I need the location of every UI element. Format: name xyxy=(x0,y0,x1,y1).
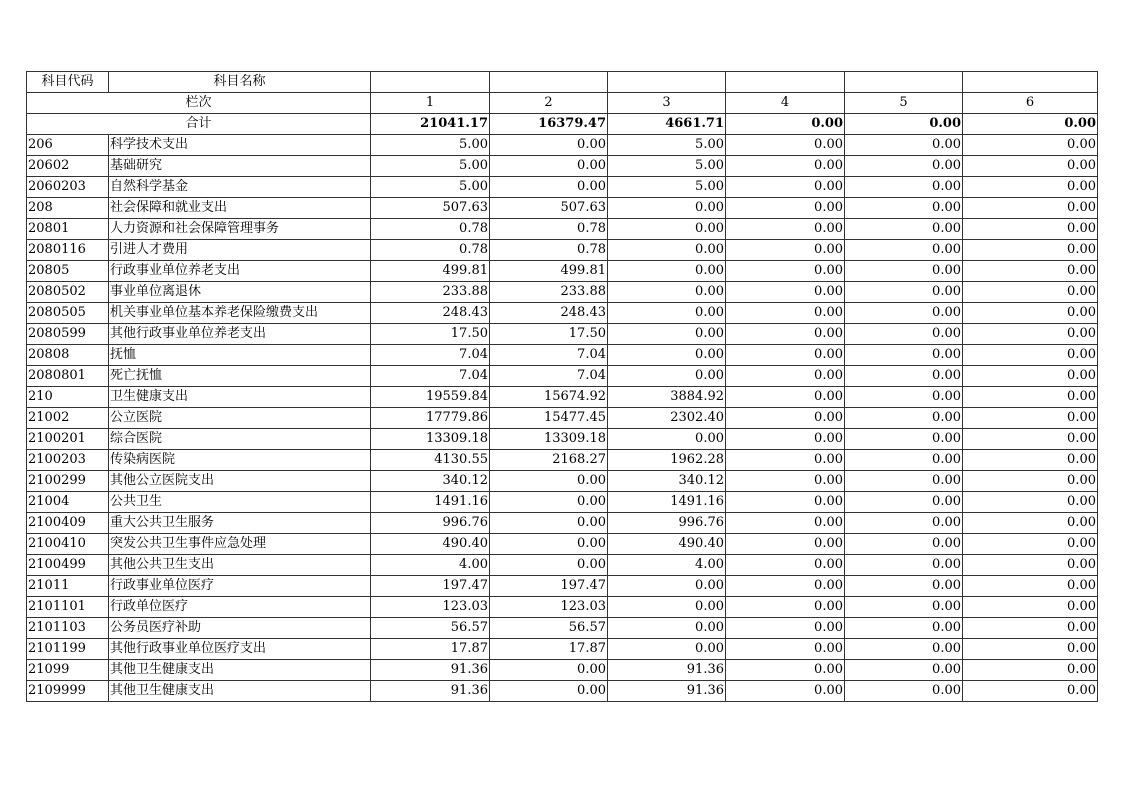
subject-name: 综合医院 xyxy=(109,429,371,450)
table-row xyxy=(27,555,1098,576)
subject-code: 206 xyxy=(27,135,109,156)
amount-cell: 0.00 xyxy=(490,555,608,576)
amount-cell: 996.76 xyxy=(371,513,490,534)
amount-cell: 0.00 xyxy=(845,387,963,408)
amount-cell: 0.00 xyxy=(726,219,845,240)
amount-cell: 5.00 xyxy=(371,156,490,177)
amount-cell: 0.00 xyxy=(490,492,608,513)
amount-cell: 5.00 xyxy=(608,135,726,156)
amount-cell: 17.87 xyxy=(371,639,490,660)
subject-name: 其他公共卫生支出 xyxy=(109,555,371,576)
subject-code: 208 xyxy=(27,198,109,219)
table-row xyxy=(27,156,1098,177)
table-row xyxy=(27,240,1098,261)
amount-cell: 4.00 xyxy=(608,555,726,576)
header-row xyxy=(27,72,1098,93)
amount-cell: 0.00 xyxy=(963,282,1098,303)
amount-cell: 507.63 xyxy=(371,198,490,219)
subject-name: 科学技术支出 xyxy=(109,135,371,156)
amount-cell: 0.00 xyxy=(608,324,726,345)
amount-cell: 0.00 xyxy=(845,555,963,576)
amount-cell: 0.00 xyxy=(845,366,963,387)
amount-cell: 490.40 xyxy=(371,534,490,555)
amount-cell: 17.50 xyxy=(371,324,490,345)
amount-cell: 248.43 xyxy=(371,303,490,324)
subject-code: 21099 xyxy=(27,660,109,681)
total-label: 合计 xyxy=(27,114,371,135)
subject-code: 21002 xyxy=(27,408,109,429)
amount-cell: 4130.55 xyxy=(371,450,490,471)
amount-cell: 0.78 xyxy=(371,240,490,261)
amount-cell: 7.04 xyxy=(371,366,490,387)
subject-code: 20805 xyxy=(27,261,109,282)
subject-code: 2101101 xyxy=(27,597,109,618)
header-blank-cell xyxy=(371,72,490,93)
amount-cell: 0.00 xyxy=(608,345,726,366)
amount-cell: 0.00 xyxy=(490,135,608,156)
amount-cell: 0.00 xyxy=(845,639,963,660)
amount-cell: 0.78 xyxy=(490,240,608,261)
amount-cell: 0.00 xyxy=(726,156,845,177)
amount-cell: 13309.18 xyxy=(371,429,490,450)
subject-name: 自然科学基金 xyxy=(109,177,371,198)
amount-cell: 0.00 xyxy=(845,429,963,450)
table-row xyxy=(27,303,1098,324)
subject-name: 基础研究 xyxy=(109,156,371,177)
subject-name: 公立医院 xyxy=(109,408,371,429)
subject-code: 21004 xyxy=(27,492,109,513)
amount-cell: 0.00 xyxy=(845,492,963,513)
amount-cell: 0.00 xyxy=(608,597,726,618)
total-value: 0.00 xyxy=(963,114,1098,135)
amount-cell: 233.88 xyxy=(371,282,490,303)
amount-cell: 0.00 xyxy=(608,618,726,639)
amount-cell: 5.00 xyxy=(608,177,726,198)
amount-cell: 15477.45 xyxy=(490,408,608,429)
subject-name: 死亡抚恤 xyxy=(109,366,371,387)
subject-name: 公务员医疗补助 xyxy=(109,618,371,639)
amount-cell: 197.47 xyxy=(371,576,490,597)
amount-cell: 0.00 xyxy=(726,366,845,387)
amount-cell: 0.00 xyxy=(608,261,726,282)
subject-code: 2100410 xyxy=(27,534,109,555)
amount-cell: 0.00 xyxy=(845,471,963,492)
subject-code: 210 xyxy=(27,387,109,408)
amount-cell: 0.00 xyxy=(726,261,845,282)
column-number: 3 xyxy=(608,93,726,114)
table-row xyxy=(27,219,1098,240)
amount-cell: 0.00 xyxy=(963,408,1098,429)
amount-cell: 996.76 xyxy=(608,513,726,534)
subject-name: 其他行政事业单位医疗支出 xyxy=(109,639,371,660)
amount-cell: 0.00 xyxy=(726,534,845,555)
total-row xyxy=(27,114,1098,135)
amount-cell: 0.78 xyxy=(490,219,608,240)
amount-cell: 91.36 xyxy=(371,660,490,681)
amount-cell: 0.00 xyxy=(608,303,726,324)
amount-cell: 0.00 xyxy=(726,597,845,618)
subject-code: 2080801 xyxy=(27,366,109,387)
amount-cell: 197.47 xyxy=(490,576,608,597)
amount-cell: 233.88 xyxy=(490,282,608,303)
amount-cell: 0.00 xyxy=(845,324,963,345)
amount-cell: 0.00 xyxy=(845,261,963,282)
column-row-label: 栏次 xyxy=(27,93,371,114)
subject-code: 20801 xyxy=(27,219,109,240)
amount-cell: 0.00 xyxy=(845,345,963,366)
table-row xyxy=(27,324,1098,345)
amount-cell: 13309.18 xyxy=(490,429,608,450)
amount-cell: 0.00 xyxy=(845,177,963,198)
amount-cell: 91.36 xyxy=(371,681,490,702)
amount-cell: 0.00 xyxy=(963,135,1098,156)
amount-cell: 0.00 xyxy=(608,576,726,597)
subject-name: 抚恤 xyxy=(109,345,371,366)
subject-name: 其他卫生健康支出 xyxy=(109,681,371,702)
subject-name: 机关事业单位基本养老保险缴费支出 xyxy=(109,303,371,324)
amount-cell: 0.00 xyxy=(963,597,1098,618)
subject-name: 人力资源和社会保障管理事务 xyxy=(109,219,371,240)
amount-cell: 0.00 xyxy=(726,282,845,303)
amount-cell: 0.00 xyxy=(845,597,963,618)
subject-name: 引进人才费用 xyxy=(109,240,371,261)
amount-cell: 123.03 xyxy=(371,597,490,618)
amount-cell: 0.00 xyxy=(963,177,1098,198)
column-number: 2 xyxy=(490,93,608,114)
amount-cell: 499.81 xyxy=(490,261,608,282)
table-row xyxy=(27,366,1098,387)
amount-cell: 15674.92 xyxy=(490,387,608,408)
table-row xyxy=(27,492,1098,513)
amount-cell: 1491.16 xyxy=(371,492,490,513)
amount-cell: 0.00 xyxy=(963,429,1098,450)
table-row xyxy=(27,261,1098,282)
amount-cell: 0.00 xyxy=(726,345,845,366)
table-row xyxy=(27,513,1098,534)
subject-code: 2080505 xyxy=(27,303,109,324)
subject-code: 2080116 xyxy=(27,240,109,261)
amount-cell: 0.00 xyxy=(726,177,845,198)
amount-cell: 507.63 xyxy=(490,198,608,219)
amount-cell: 0.78 xyxy=(371,219,490,240)
amount-cell: 0.00 xyxy=(726,639,845,660)
amount-cell: 0.00 xyxy=(726,660,845,681)
subject-code: 20602 xyxy=(27,156,109,177)
amount-cell: 340.12 xyxy=(608,471,726,492)
subject-code: 2101103 xyxy=(27,618,109,639)
amount-cell: 0.00 xyxy=(845,219,963,240)
amount-cell: 0.00 xyxy=(963,681,1098,702)
amount-cell: 0.00 xyxy=(845,513,963,534)
table-row xyxy=(27,471,1098,492)
column-number: 5 xyxy=(845,93,963,114)
column-number: 4 xyxy=(726,93,845,114)
amount-cell: 0.00 xyxy=(963,492,1098,513)
amount-cell: 0.00 xyxy=(845,450,963,471)
subject-code: 2080599 xyxy=(27,324,109,345)
table-row xyxy=(27,576,1098,597)
amount-cell: 5.00 xyxy=(608,156,726,177)
amount-cell: 0.00 xyxy=(726,492,845,513)
amount-cell: 0.00 xyxy=(490,177,608,198)
amount-cell: 0.00 xyxy=(726,198,845,219)
amount-cell: 19559.84 xyxy=(371,387,490,408)
subject-code: 2109999 xyxy=(27,681,109,702)
amount-cell: 2168.27 xyxy=(490,450,608,471)
amount-cell: 248.43 xyxy=(490,303,608,324)
table-row xyxy=(27,660,1098,681)
amount-cell: 0.00 xyxy=(963,471,1098,492)
amount-cell: 499.81 xyxy=(371,261,490,282)
amount-cell: 123.03 xyxy=(490,597,608,618)
table-row xyxy=(27,345,1098,366)
subject-name: 行政事业单位养老支出 xyxy=(109,261,371,282)
table-row xyxy=(27,534,1098,555)
subject-name: 重大公共卫生服务 xyxy=(109,513,371,534)
amount-cell: 0.00 xyxy=(845,408,963,429)
amount-cell: 0.00 xyxy=(845,240,963,261)
header-blank-cell xyxy=(608,72,726,93)
amount-cell: 0.00 xyxy=(490,681,608,702)
amount-cell: 3884.92 xyxy=(608,387,726,408)
amount-cell: 56.57 xyxy=(490,618,608,639)
subject-name: 行政事业单位医疗 xyxy=(109,576,371,597)
amount-cell: 0.00 xyxy=(845,576,963,597)
name-header: 科目名称 xyxy=(109,72,371,93)
amount-cell: 490.40 xyxy=(608,534,726,555)
amount-cell: 0.00 xyxy=(726,324,845,345)
subject-code: 2100499 xyxy=(27,555,109,576)
amount-cell: 0.00 xyxy=(963,219,1098,240)
amount-cell: 0.00 xyxy=(608,429,726,450)
subject-name: 突发公共卫生事件应急处理 xyxy=(109,534,371,555)
amount-cell: 17779.86 xyxy=(371,408,490,429)
amount-cell: 4.00 xyxy=(371,555,490,576)
amount-cell: 5.00 xyxy=(371,135,490,156)
amount-cell: 0.00 xyxy=(963,345,1098,366)
amount-cell: 56.57 xyxy=(371,618,490,639)
subject-name: 传染病医院 xyxy=(109,450,371,471)
table-row xyxy=(27,387,1098,408)
amount-cell: 0.00 xyxy=(963,618,1098,639)
header-blank-cell xyxy=(726,72,845,93)
table-row xyxy=(27,408,1098,429)
amount-cell: 0.00 xyxy=(608,240,726,261)
amount-cell: 0.00 xyxy=(845,198,963,219)
amount-cell: 0.00 xyxy=(963,639,1098,660)
amount-cell: 0.00 xyxy=(963,198,1098,219)
amount-cell: 91.36 xyxy=(608,681,726,702)
amount-cell: 7.04 xyxy=(490,366,608,387)
amount-cell: 0.00 xyxy=(963,450,1098,471)
column-number: 6 xyxy=(963,93,1098,114)
subject-name: 社会保障和就业支出 xyxy=(109,198,371,219)
amount-cell: 91.36 xyxy=(608,660,726,681)
amount-cell: 0.00 xyxy=(845,618,963,639)
amount-cell: 0.00 xyxy=(963,324,1098,345)
total-value: 16379.47 xyxy=(490,114,608,135)
total-value: 21041.17 xyxy=(371,114,490,135)
subject-code: 2100201 xyxy=(27,429,109,450)
amount-cell: 0.00 xyxy=(963,261,1098,282)
amount-cell: 0.00 xyxy=(726,408,845,429)
subject-name: 其他公立医院支出 xyxy=(109,471,371,492)
table-row xyxy=(27,450,1098,471)
amount-cell: 0.00 xyxy=(963,576,1098,597)
amount-cell: 0.00 xyxy=(963,555,1098,576)
amount-cell: 0.00 xyxy=(963,156,1098,177)
budget-sheet xyxy=(26,71,1098,702)
amount-cell: 17.87 xyxy=(490,639,608,660)
amount-cell: 2302.40 xyxy=(608,408,726,429)
amount-cell: 0.00 xyxy=(726,429,845,450)
amount-cell: 0.00 xyxy=(845,681,963,702)
amount-cell: 0.00 xyxy=(963,660,1098,681)
amount-cell: 0.00 xyxy=(726,555,845,576)
subject-name: 行政单位医疗 xyxy=(109,597,371,618)
amount-cell: 0.00 xyxy=(726,618,845,639)
amount-cell: 5.00 xyxy=(371,177,490,198)
amount-cell: 0.00 xyxy=(726,303,845,324)
subject-name: 其他卫生健康支出 xyxy=(109,660,371,681)
amount-cell: 0.00 xyxy=(963,240,1098,261)
amount-cell: 0.00 xyxy=(845,534,963,555)
amount-cell: 0.00 xyxy=(963,513,1098,534)
amount-cell: 0.00 xyxy=(490,513,608,534)
budget-table xyxy=(26,71,1098,702)
subject-code: 2100203 xyxy=(27,450,109,471)
amount-cell: 0.00 xyxy=(726,471,845,492)
total-value: 4661.71 xyxy=(608,114,726,135)
amount-cell: 0.00 xyxy=(845,303,963,324)
subject-name: 其他行政事业单位养老支出 xyxy=(109,324,371,345)
subject-name: 事业单位离退休 xyxy=(109,282,371,303)
amount-cell: 0.00 xyxy=(726,240,845,261)
amount-cell: 0.00 xyxy=(726,135,845,156)
header-blank-cell xyxy=(963,72,1098,93)
amount-cell: 1962.28 xyxy=(608,450,726,471)
subject-code: 2101199 xyxy=(27,639,109,660)
amount-cell: 0.00 xyxy=(608,366,726,387)
amount-cell: 7.04 xyxy=(371,345,490,366)
total-value: 0.00 xyxy=(845,114,963,135)
table-row xyxy=(27,618,1098,639)
amount-cell: 0.00 xyxy=(726,513,845,534)
amount-cell: 0.00 xyxy=(845,282,963,303)
amount-cell: 17.50 xyxy=(490,324,608,345)
amount-cell: 0.00 xyxy=(845,660,963,681)
amount-cell: 1491.16 xyxy=(608,492,726,513)
amount-cell: 0.00 xyxy=(608,282,726,303)
header-blank-cell xyxy=(845,72,963,93)
amount-cell: 340.12 xyxy=(371,471,490,492)
amount-cell: 0.00 xyxy=(726,681,845,702)
subject-code: 21011 xyxy=(27,576,109,597)
amount-cell: 0.00 xyxy=(963,366,1098,387)
amount-cell: 0.00 xyxy=(490,471,608,492)
amount-cell: 0.00 xyxy=(726,576,845,597)
subject-code: 2100299 xyxy=(27,471,109,492)
subject-name: 公共卫生 xyxy=(109,492,371,513)
table-row xyxy=(27,429,1098,450)
subject-name: 卫生健康支出 xyxy=(109,387,371,408)
amount-cell: 0.00 xyxy=(490,534,608,555)
table-row xyxy=(27,681,1098,702)
column-number-row xyxy=(27,93,1098,114)
amount-cell: 0.00 xyxy=(490,156,608,177)
table-row xyxy=(27,282,1098,303)
amount-cell: 0.00 xyxy=(608,198,726,219)
code-header: 科目代码 xyxy=(27,72,109,93)
amount-cell: 0.00 xyxy=(963,303,1098,324)
amount-cell: 0.00 xyxy=(963,387,1098,408)
amount-cell: 7.04 xyxy=(490,345,608,366)
amount-cell: 0.00 xyxy=(726,387,845,408)
subject-code: 2100409 xyxy=(27,513,109,534)
subject-code: 2080502 xyxy=(27,282,109,303)
column-number: 1 xyxy=(371,93,490,114)
amount-cell: 0.00 xyxy=(726,450,845,471)
amount-cell: 0.00 xyxy=(608,639,726,660)
amount-cell: 0.00 xyxy=(845,156,963,177)
amount-cell: 0.00 xyxy=(490,660,608,681)
table-row xyxy=(27,639,1098,660)
subject-code: 2060203 xyxy=(27,177,109,198)
table-row xyxy=(27,135,1098,156)
amount-cell: 0.00 xyxy=(845,135,963,156)
total-value: 0.00 xyxy=(726,114,845,135)
table-row xyxy=(27,597,1098,618)
header-blank-cell xyxy=(490,72,608,93)
table-row xyxy=(27,177,1098,198)
table-row xyxy=(27,198,1098,219)
amount-cell: 0.00 xyxy=(608,219,726,240)
subject-code: 20808 xyxy=(27,345,109,366)
amount-cell: 0.00 xyxy=(963,534,1098,555)
